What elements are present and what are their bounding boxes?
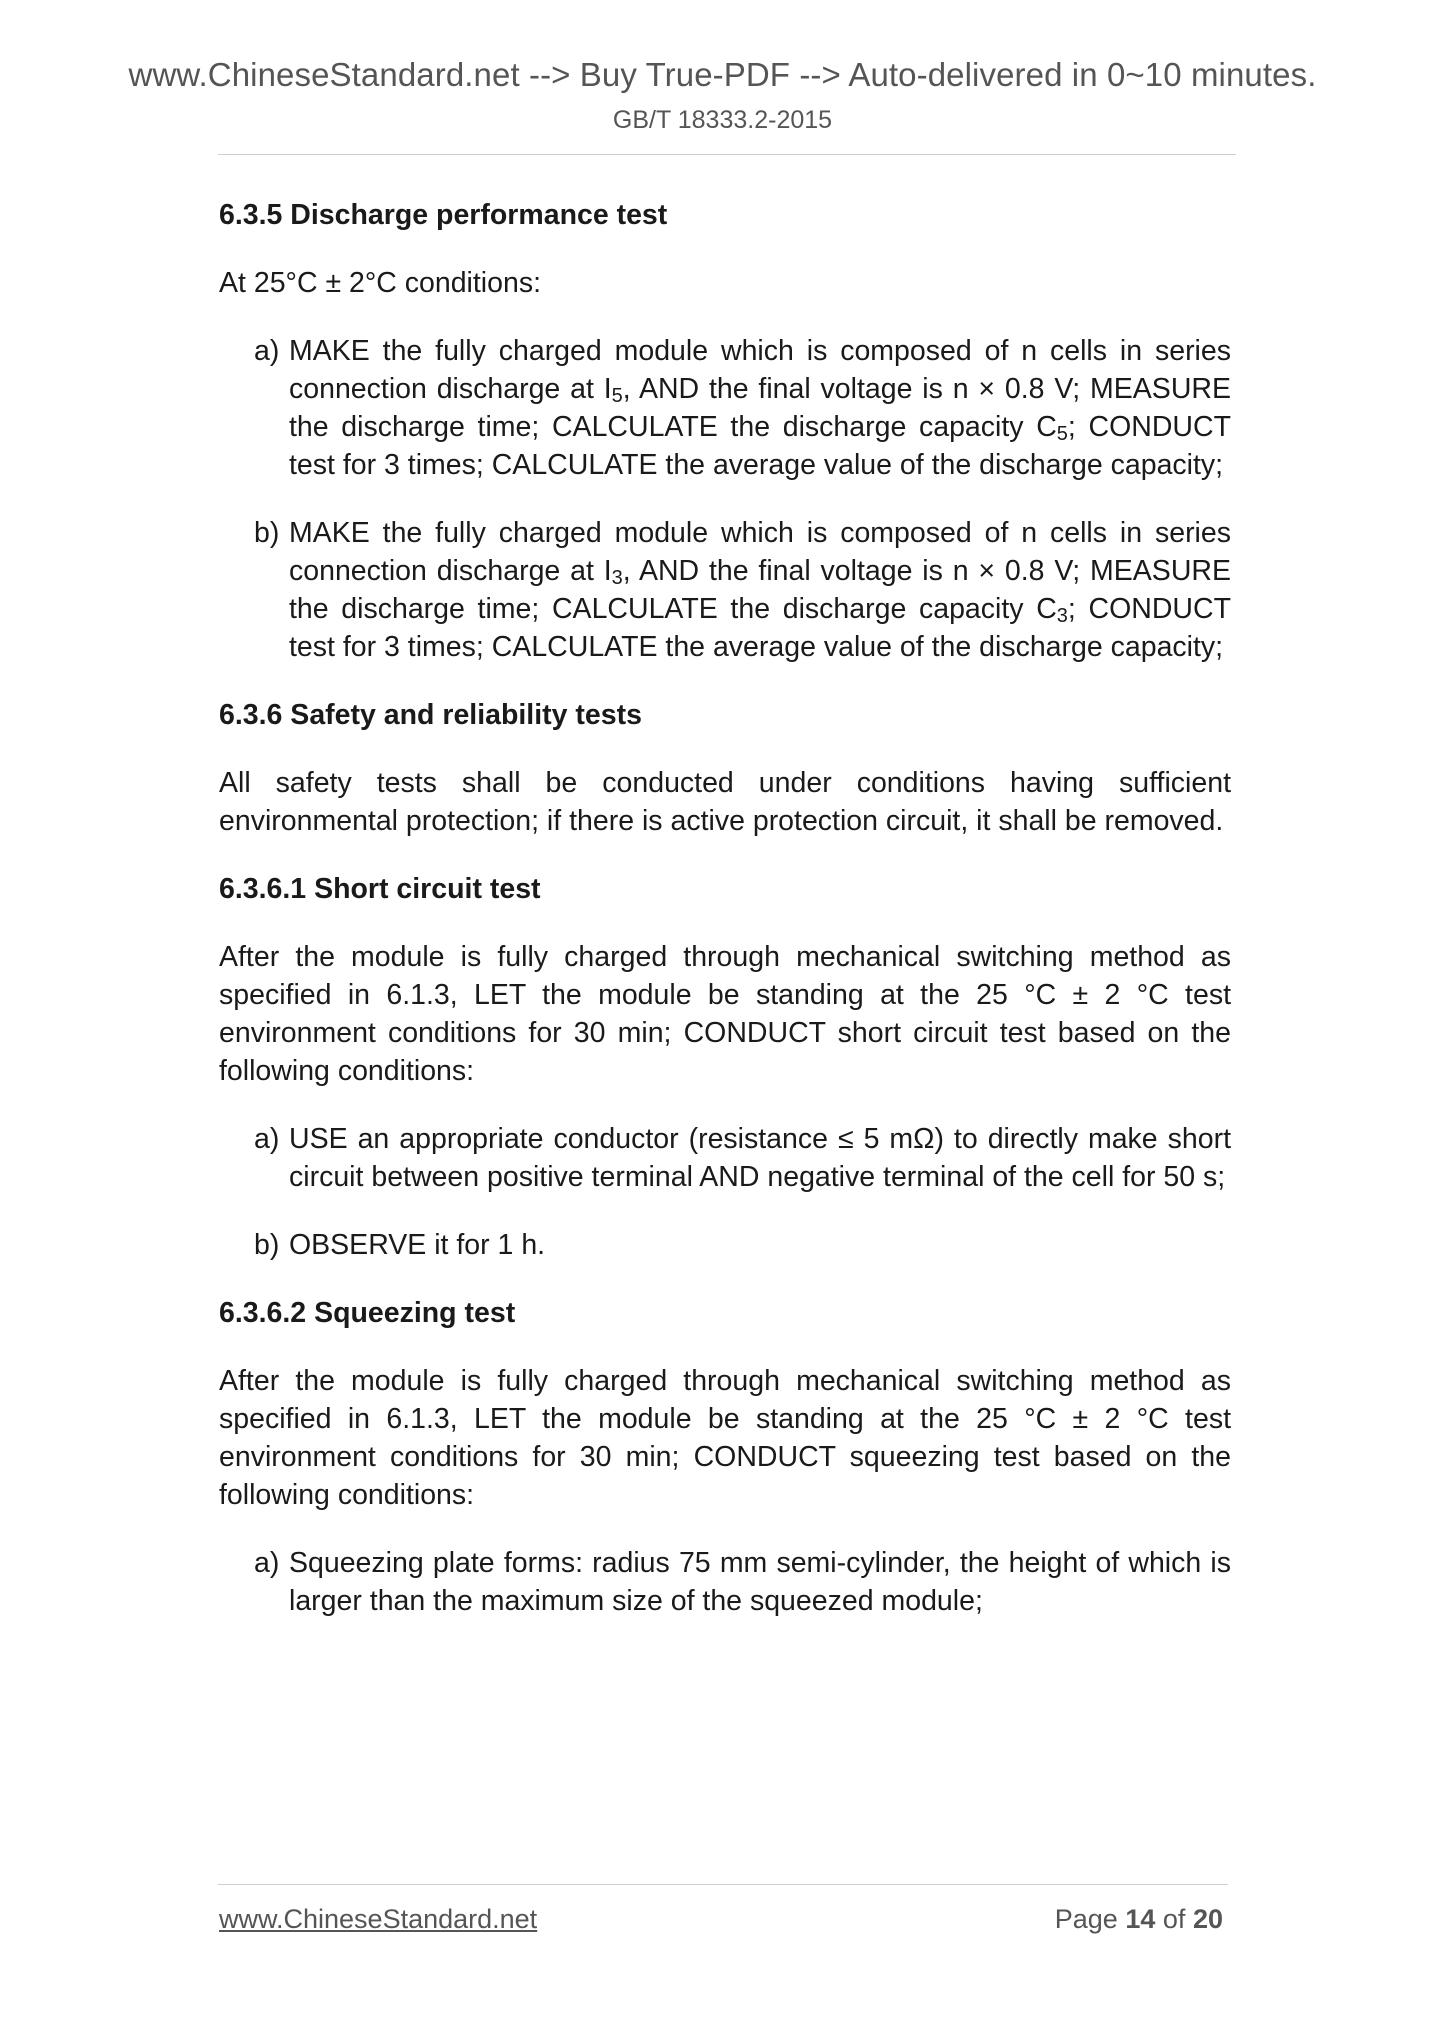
footer-website-link[interactable]: www.ChineseStandard.net (219, 1904, 538, 1934)
paragraph-conditions: At 25°C ± 2°C conditions: (219, 267, 542, 299)
subscript: 3 (1056, 605, 1068, 627)
list-item-squeezing-a (219, 1544, 1231, 1620)
item-text: Squeezing plate forms: radius 75 mm semi-cylinder, the height of which is larger than the maximum size of the squeezed module; (289, 1547, 1231, 1617)
item-text: MAKE the fully charged module which is composed of n cells in series connection discharge at I (289, 335, 1231, 405)
header-divider (218, 154, 1236, 155)
footer-divider (218, 1884, 1228, 1885)
subscript: 5 (611, 385, 623, 407)
paragraph-short-circuit: After the module is fully charged through mechanical switching method as specified in 6.1.3, LET the module be standing at the 25 °C ± 2 °C test environment conditions for 30 min; CONDUCT short circuit test based on the following conditions: (219, 941, 1231, 1087)
document-body (219, 196, 1231, 1650)
heading-6-3-6-2: 6.3.6.2 Squeezing test (219, 1297, 516, 1329)
heading-6-3-6-1: 6.3.6.1 Short circuit test (219, 873, 541, 905)
page-indicator (1055, 1904, 1223, 1935)
list-label: b) (254, 517, 280, 549)
current-page-number: 14 (1125, 1904, 1156, 1934)
list-label: b) (254, 1229, 280, 1261)
list-item-discharge-b (219, 514, 1231, 666)
of-word: of (1162, 1904, 1186, 1934)
subscript: 5 (1056, 423, 1068, 445)
subscript: 3 (611, 567, 623, 589)
paragraph-safety: All safety tests shall be conducted under conditions having sufficient environmental protection; if there is active protection circuit, it shall be removed. (219, 767, 1231, 837)
heading-6-3-5: 6.3.5 Discharge performance test (219, 199, 668, 231)
item-text: USE an appropriate conductor (resistance ≤ 5 mΩ) to directly make short circuit between positive terminal AND negative terminal of the cell for 50 s; (289, 1123, 1231, 1193)
item-text: OBSERVE it for 1 h. (289, 1229, 546, 1261)
item-text: ; CONDUCT test for 3 times; CALCULATE the average value of the discharge capacity; (289, 411, 1231, 481)
heading-6-3-6: 6.3.6 Safety and reliability tests (219, 699, 642, 731)
standard-number: GB/T 18333.2-2015 (612, 106, 833, 134)
item-text: , AND the final voltage is n × 0.8 V; MEASURE the discharge time; CALCULATE the discharge capacity C (289, 555, 1231, 625)
paragraph-squeezing: After the module is fully charged through mechanical switching method as specified in 6.1.3, LET the module be standing at the 25 °C ± 2 °C test environment conditions for 30 min; CONDUCT squeezing test based on the following conditions: (219, 1365, 1231, 1511)
list-item-short-circuit-b (219, 1226, 1231, 1264)
header-banner[interactable]: www.ChineseStandard.net --> Buy True-PDF --> Auto-delivered in 0~10 minutes. (128, 56, 1317, 93)
item-text: ; CONDUCT test for 3 times; CALCULATE the average value of the discharge capacity; (289, 593, 1231, 663)
list-label: a) (254, 335, 280, 367)
list-label: a) (254, 1123, 280, 1155)
item-text: , AND the final voltage is n × 0.8 V; MEASURE the discharge time; CALCULATE the discharge capacity C (289, 373, 1231, 443)
list-item-discharge-a (219, 332, 1231, 484)
total-pages-number: 20 (1192, 1904, 1223, 1934)
item-text: MAKE the fully charged module which is composed of n cells in series connection discharge at I (289, 517, 1231, 587)
page-word: Page (1054, 1904, 1118, 1934)
list-item-short-circuit-a (219, 1120, 1231, 1196)
list-label: a) (254, 1547, 280, 1579)
